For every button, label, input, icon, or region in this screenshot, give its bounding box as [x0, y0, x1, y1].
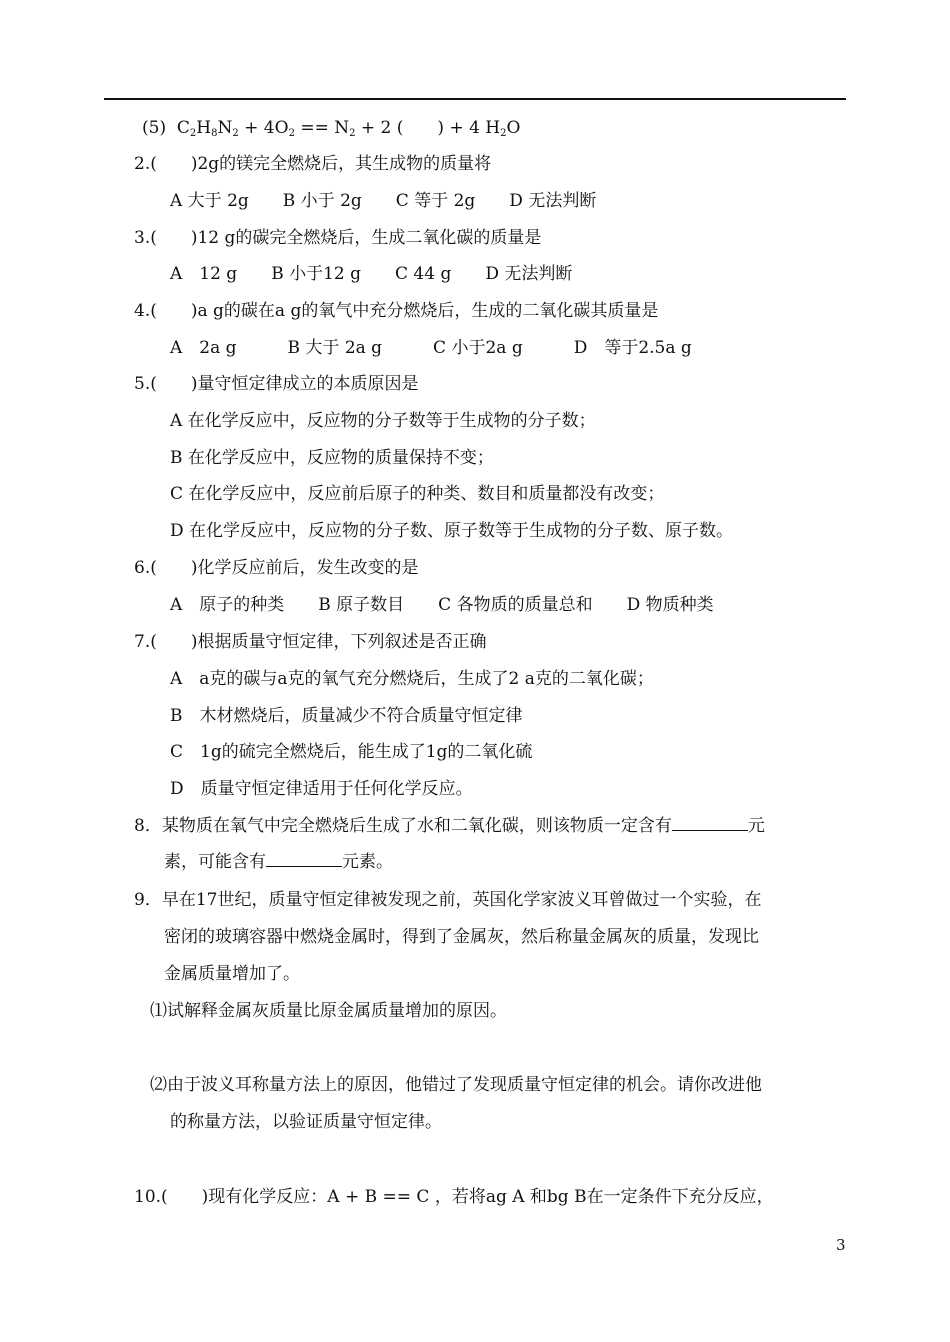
question-8-text-1: 8．某物质在氧气中完全燃烧后生成了水和二氧化碳，则该物质一定含有 [134, 816, 672, 836]
question-3-stem: 3.( )12 g的碳完全燃烧后，生成二氧化碳的质量是 [134, 228, 542, 248]
question-9-line-1: 9．早在17世纪，质量守恒定律被发现之前，英国化学家波义耳曾做过一个实验，在 [134, 890, 762, 910]
header-rule [104, 98, 846, 100]
question-9-line-2: 密闭的玻璃容器中燃烧金属时，得到了金属灰，然后称量金属灰的质量，发现比 [164, 927, 759, 947]
question-2-stem: 2.( )2g的镁完全燃烧后，其生成物的质量将 [134, 154, 492, 174]
eq-n2-sub: 2 [349, 128, 356, 139]
question-7-option-d: D 质量守恒定律适用于任何化学反应。 [170, 779, 473, 799]
question-7-option-c: C 1g的硫完全燃烧后，能生成了1g的二氧化硫 [170, 742, 533, 762]
question-5-stem: 5.( )量守恒定律成立的本质原因是 [134, 374, 419, 394]
eq-h-sub: 8 [211, 128, 218, 139]
eq-h: H [196, 118, 212, 138]
question-9-sub-1: ⑴试解释金属灰质量比原金属质量增加的原因。 [150, 1001, 507, 1021]
eq-n: N [217, 118, 233, 138]
question-8-text-3: 素，可能含有 [164, 852, 266, 872]
question-9-sub-2a: ⑵由于波义耳称量方法上的原因，他错过了发现质量守恒定律的机会。请你改进他 [150, 1075, 762, 1095]
question-9-line-3: 金属质量增加了。 [164, 964, 300, 984]
equation-number: (5) [142, 118, 167, 138]
equation-5 [142, 118, 520, 138]
question-4-stem: 4.( )a g的碳在a g的氧气中充分燃烧后，生成的二氧化碳其质量是 [134, 301, 659, 321]
question-5-option-d: D 在化学反应中，反应物的分子数、原子数等于生成物的分子数、原子数。 [170, 521, 734, 541]
question-7-option-b: B 木材燃烧后，质量减少不符合质量守恒定律 [170, 706, 523, 726]
eq-tail: + 2 ( ) + 4 H [360, 118, 501, 138]
question-7-stem: 7.( )根据质量守恒定律，下列叙述是否正确 [134, 632, 487, 652]
question-7-option-a: A a克的碳与a克的氧气充分燃烧后，生成了2 a克的二氧化碳； [170, 669, 654, 689]
answer-blank-2[interactable] [266, 852, 342, 867]
question-5-option-c: C 在化学反应中，反应前后原子的种类、数目和质量都没有改变； [170, 484, 665, 504]
question-8-text-2: 元 [747, 816, 765, 836]
eq-end: O [506, 118, 521, 138]
question-10-stem: 10.( )现有化学反应：A + B == C ，若将ag A 和bg B在一定条件下充分反应， [134, 1187, 774, 1207]
question-3-options: A 12 g B 小于12 g C 44 g D 无法判断 [170, 264, 573, 284]
eq-c: C [176, 118, 190, 138]
question-4-options: A 2a g B 大于 2a g C 小于2a g D 等于2.5a g [170, 338, 692, 358]
eq-h2-sub: 2 [500, 128, 507, 139]
answer-blank-1[interactable] [672, 816, 748, 831]
question-5-option-a: A 在化学反应中，反应物的分子数等于生成物的分子数； [170, 411, 596, 431]
question-8-line-2 [164, 852, 393, 872]
eq-mid: + 4O [244, 118, 289, 138]
question-6-stem: 6.( )化学反应前后，发生改变的是 [134, 558, 419, 578]
eq-o-sub: 2 [288, 128, 295, 139]
question-9-sub-2b: 的称量方法，以验证质量守恒定律。 [170, 1112, 442, 1132]
question-6-options: A 原子的种类 B 原子数目 C 各物质的质量总和 D 物质种类 [170, 595, 714, 615]
question-8-line-1 [134, 816, 765, 836]
question-5-option-b: B 在化学反应中，反应物的质量保持不变； [170, 448, 494, 468]
eq-mid2: == N [300, 118, 350, 138]
question-8-text-4: 元素。 [342, 852, 393, 872]
eq-c-sub: 2 [189, 128, 197, 139]
question-2-options: A 大于 2g B 小于 2g C 等于 2g D 无法判断 [170, 191, 597, 211]
eq-n-sub: 2 [232, 128, 239, 139]
page-number: 3 [836, 1236, 846, 1254]
